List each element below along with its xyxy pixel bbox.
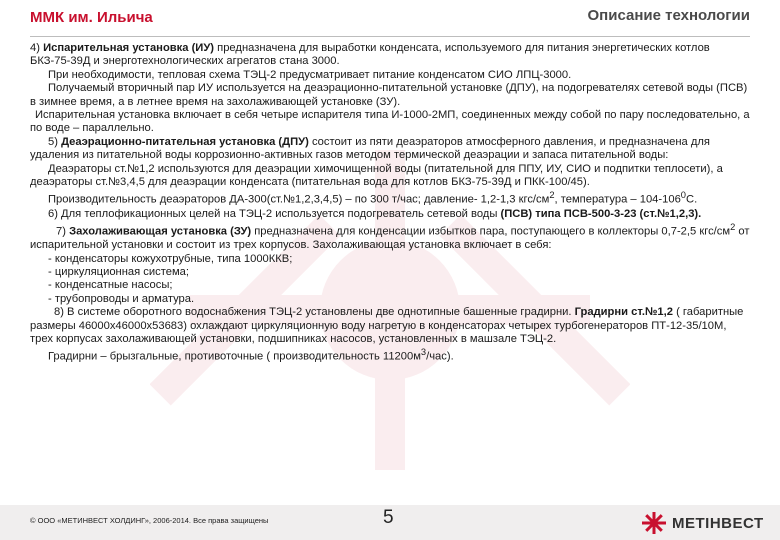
superscript: 2 [730, 222, 736, 233]
metinvest-logo [640, 510, 770, 536]
list-item: - циркуляционная система; [48, 265, 189, 278]
header-divider [30, 36, 750, 37]
section-title: Описание технологии [587, 7, 750, 24]
page-number: 5 [383, 507, 394, 528]
copyright-notice: © ООО «МЕТИНВЕСТ ХОЛДИНГ», 2006-2014. Все права защищены [30, 516, 269, 525]
superscript: 3 [420, 347, 427, 358]
item-number: 5) [48, 135, 62, 148]
paragraph-text: 6) Для теплофикационных целей на ТЭЦ-2 используется подогреватель сетевой воды [48, 207, 501, 220]
paragraph-text: /час). [426, 351, 454, 364]
term-bold: Испарительная установка (ИУ) [43, 42, 215, 54]
slide-footer [0, 505, 780, 540]
list-item: - конденсаторы кожухотрубные, типа 1000ККВ; [48, 252, 293, 265]
paragraph-text: от испарительной установки и состоит из трех корпусов. Захолаживающая установка включает в себя: [30, 225, 750, 252]
paragraph-evaporators: Испарительная установка включает в себя четыре испарителя типа И-1000-2МП, соединенных между собой по пару последовательно, а по воде – параллельно. [30, 109, 750, 135]
paragraph-text: , температура – 104-106 [554, 194, 681, 207]
list-item: - конденсатные насосы; [48, 279, 173, 292]
paragraph-deaerator [30, 136, 750, 163]
paragraph-text: 8) В системе оборотного водоснабжения ТЭЦ-2 установлены две однотипные башенные градирни. [54, 306, 575, 319]
item-number: 4) [30, 42, 44, 54]
paragraph-text: состоит из пяти деаэраторов атмосферного давления, и предназначена для удаления из питательной воды коррозионно-активных газов методом термической деаэрации и запаса питательной воды: [30, 135, 710, 162]
paragraph-text: предназначена для выработки конденсата, используемого для питания энергетических котлов БКЗ-75-39Д и энерготехнологических агрегатов стана 3000. [30, 42, 710, 68]
slide-header [0, 0, 780, 36]
logo-wordmark: МЕТІНВЕСТ [672, 515, 764, 532]
paragraph-text: ( габаритные размеры 46000х46000х53683) охлаждают циркуляционную воду нагретую в конденсаторах четырех турбогенераторов ПТ-12-35/10М, трех корпусах захолаживающей установки, подшипниках насосов, установленных в машзале ТЭЦ-2. [30, 306, 744, 345]
superscript: 2 [549, 190, 555, 201]
term-bold: (ПСВ) типа ПСВ-500-3-23 (ст.№1,2,3). [500, 207, 702, 220]
superscript: 0 [680, 190, 686, 201]
term-bold: Захолаживающая установка (ЗУ) [69, 225, 252, 238]
list-item: - трубопроводы и арматура. [48, 292, 195, 305]
paragraph-text: Градирни – брызгальные, противоточные ( производительность 11200м [48, 351, 421, 364]
paragraph-heater [30, 208, 750, 221]
paragraph-cooling-towers [30, 306, 750, 346]
metinvest-logo-mark-icon [642, 512, 666, 534]
term-bold: Градирни ст.№1,2 [574, 306, 673, 319]
term-bold: Деаэрационно-питательная установка (ДПУ) [61, 135, 309, 148]
paragraph-text: С. [686, 194, 698, 207]
paragraph-text: Производительность деаэраторов ДА-300(ст.№1,2,3,4,5) – по 300 т/час; давление- 1,2-1,3 кгс/см [48, 194, 550, 207]
paragraph-text: предназначена для конденсации избытков пара, поступающего в коллекторы 0,7-2,5 кгс/см [251, 225, 731, 238]
paragraph-cooling [30, 221, 750, 253]
paragraph-evaporator [30, 42, 750, 69]
paragraph-scheme: При необходимости, тепловая схема ТЭЦ-2 предусматривает питание конденсатом СИО ЛПЦ-3000. [48, 68, 572, 81]
paragraph-deaerators-use: Деаэраторы ст.№1,2 используются для деаэрации химочищенной воды (питательной для ППУ, ИУ, СИО и подпитки теплосети), а деаэраторы ст.№3,4,5 для деаэрации конденсата (питательная вода для котлов БКЗ-75-39Д и ПКК-100/45). [30, 162, 723, 189]
item-number: 7) [56, 225, 70, 238]
paragraph-capacity [30, 189, 750, 207]
company-title: ММК им. Ильича [30, 9, 153, 26]
body-text [30, 42, 750, 365]
paragraph-tower-type [30, 346, 750, 364]
paragraph-steam: Получаемый вторичный пар ИУ используется на деаэрационно-питательной установке (ДПУ), на подогревателях сетевой воды (ПСВ) в зимнее время, а в летнее время на захолаживающей установке (ЗУ). [30, 82, 748, 108]
